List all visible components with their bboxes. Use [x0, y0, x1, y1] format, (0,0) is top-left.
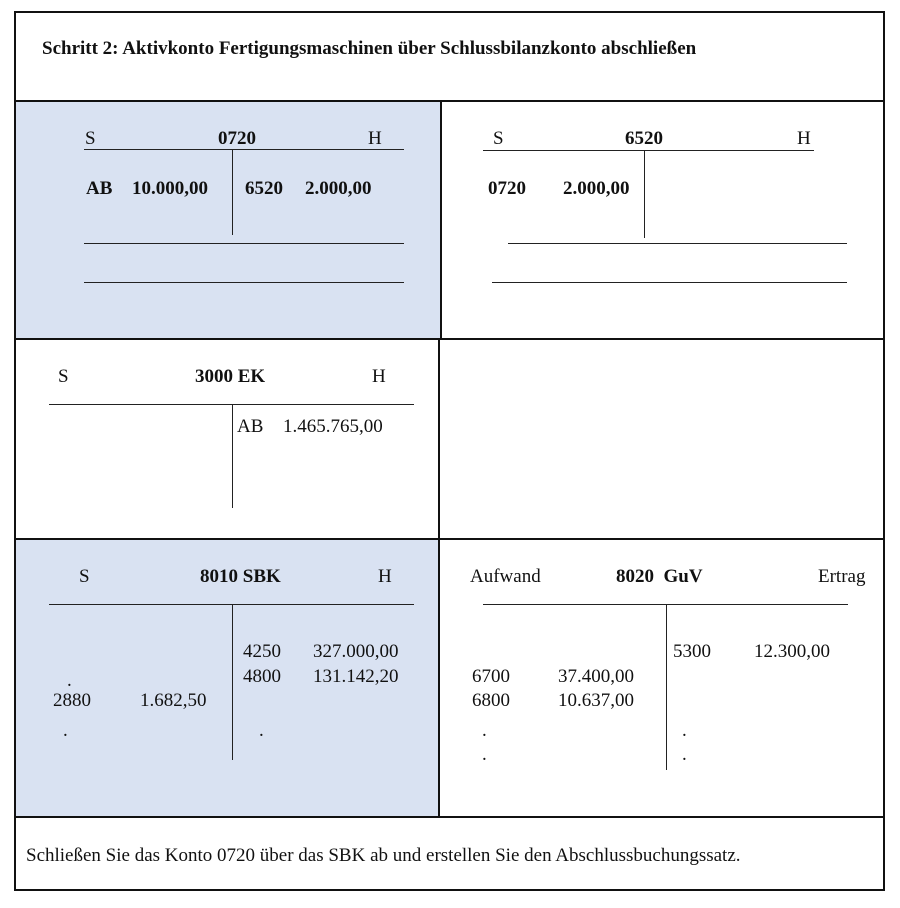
account-rule [84, 149, 404, 150]
sum-line [84, 243, 404, 244]
ellipsis-dot: . [682, 744, 687, 765]
ellipsis-dot: . [67, 670, 72, 691]
sum-line [84, 282, 404, 283]
sum-line [492, 282, 847, 283]
credit-entry-amount: 327.000,00 [313, 641, 399, 662]
account-name: 3000 EK [195, 366, 266, 387]
credit-entry-label: 4800 [243, 666, 281, 687]
credit-entry-label: AB [237, 416, 264, 437]
grid-divider [14, 538, 885, 540]
credit-entry-amount: 131.142,20 [313, 666, 399, 687]
credit-entry-label: 4250 [243, 641, 281, 662]
task-instruction: Schließen Sie das Konto 0720 über das SBK ab und erstellen Sie den Abschlussbuchungssatz. [26, 845, 741, 866]
grid-divider [14, 100, 885, 102]
account-divider [644, 150, 645, 238]
credit-entry-label: 5300 [673, 641, 711, 662]
account-divider [666, 604, 667, 770]
credit-entry-label: 6520 [245, 178, 283, 199]
account-name: 8020 GuV [616, 566, 703, 587]
debit-entry-label: 6800 [472, 690, 510, 711]
ellipsis-dot: . [482, 720, 487, 741]
ellipsis-dot: . [63, 720, 68, 741]
debit-entry-amount: 10.637,00 [558, 690, 634, 711]
credit-header: H [378, 566, 392, 587]
credit-header: H [797, 128, 811, 149]
credit-entry-amount: 1.465.765,00 [283, 416, 383, 437]
debit-entry-label: 2880 [53, 690, 91, 711]
debit-header: S [493, 128, 504, 149]
account-divider [232, 404, 233, 508]
debit-entry-amount: 2.000,00 [563, 178, 630, 199]
debit-header: S [85, 128, 96, 149]
debit-entry-amount: 1.682,50 [140, 690, 207, 711]
account-name: 8010 SBK [200, 566, 281, 587]
account-divider [232, 149, 233, 235]
account-name: 6520 [625, 128, 663, 149]
credit-header: H [368, 128, 382, 149]
debit-entry-label: AB [86, 178, 113, 199]
debit-header: S [58, 366, 69, 387]
page-title: Schritt 2: Aktivkonto Fertigungsmaschinen über Schlussbilanzkonto abschließen [42, 38, 697, 59]
debit-entry-label: 6700 [472, 666, 510, 687]
debit-entry-amount: 10.000,00 [132, 178, 208, 199]
debit-entry-amount: 37.400,00 [558, 666, 634, 687]
account-rule [483, 150, 814, 151]
credit-entry-amount: 2.000,00 [305, 178, 372, 199]
account-name: 0720 [218, 128, 256, 149]
debit-header: Aufwand [470, 566, 541, 587]
grid-divider [438, 338, 440, 816]
debit-entry-label: 0720 [488, 178, 526, 199]
account-divider [232, 604, 233, 760]
grid-divider [14, 816, 885, 818]
ellipsis-dot: . [682, 720, 687, 741]
credit-entry-amount: 12.300,00 [754, 641, 830, 662]
grid-divider [14, 338, 885, 340]
credit-header: Ertrag [818, 566, 866, 587]
sum-line [508, 243, 847, 244]
credit-header: H [372, 366, 386, 387]
ellipsis-dot: . [259, 720, 264, 741]
ellipsis-dot: . [482, 744, 487, 765]
debit-header: S [79, 566, 90, 587]
grid-divider [440, 100, 442, 338]
